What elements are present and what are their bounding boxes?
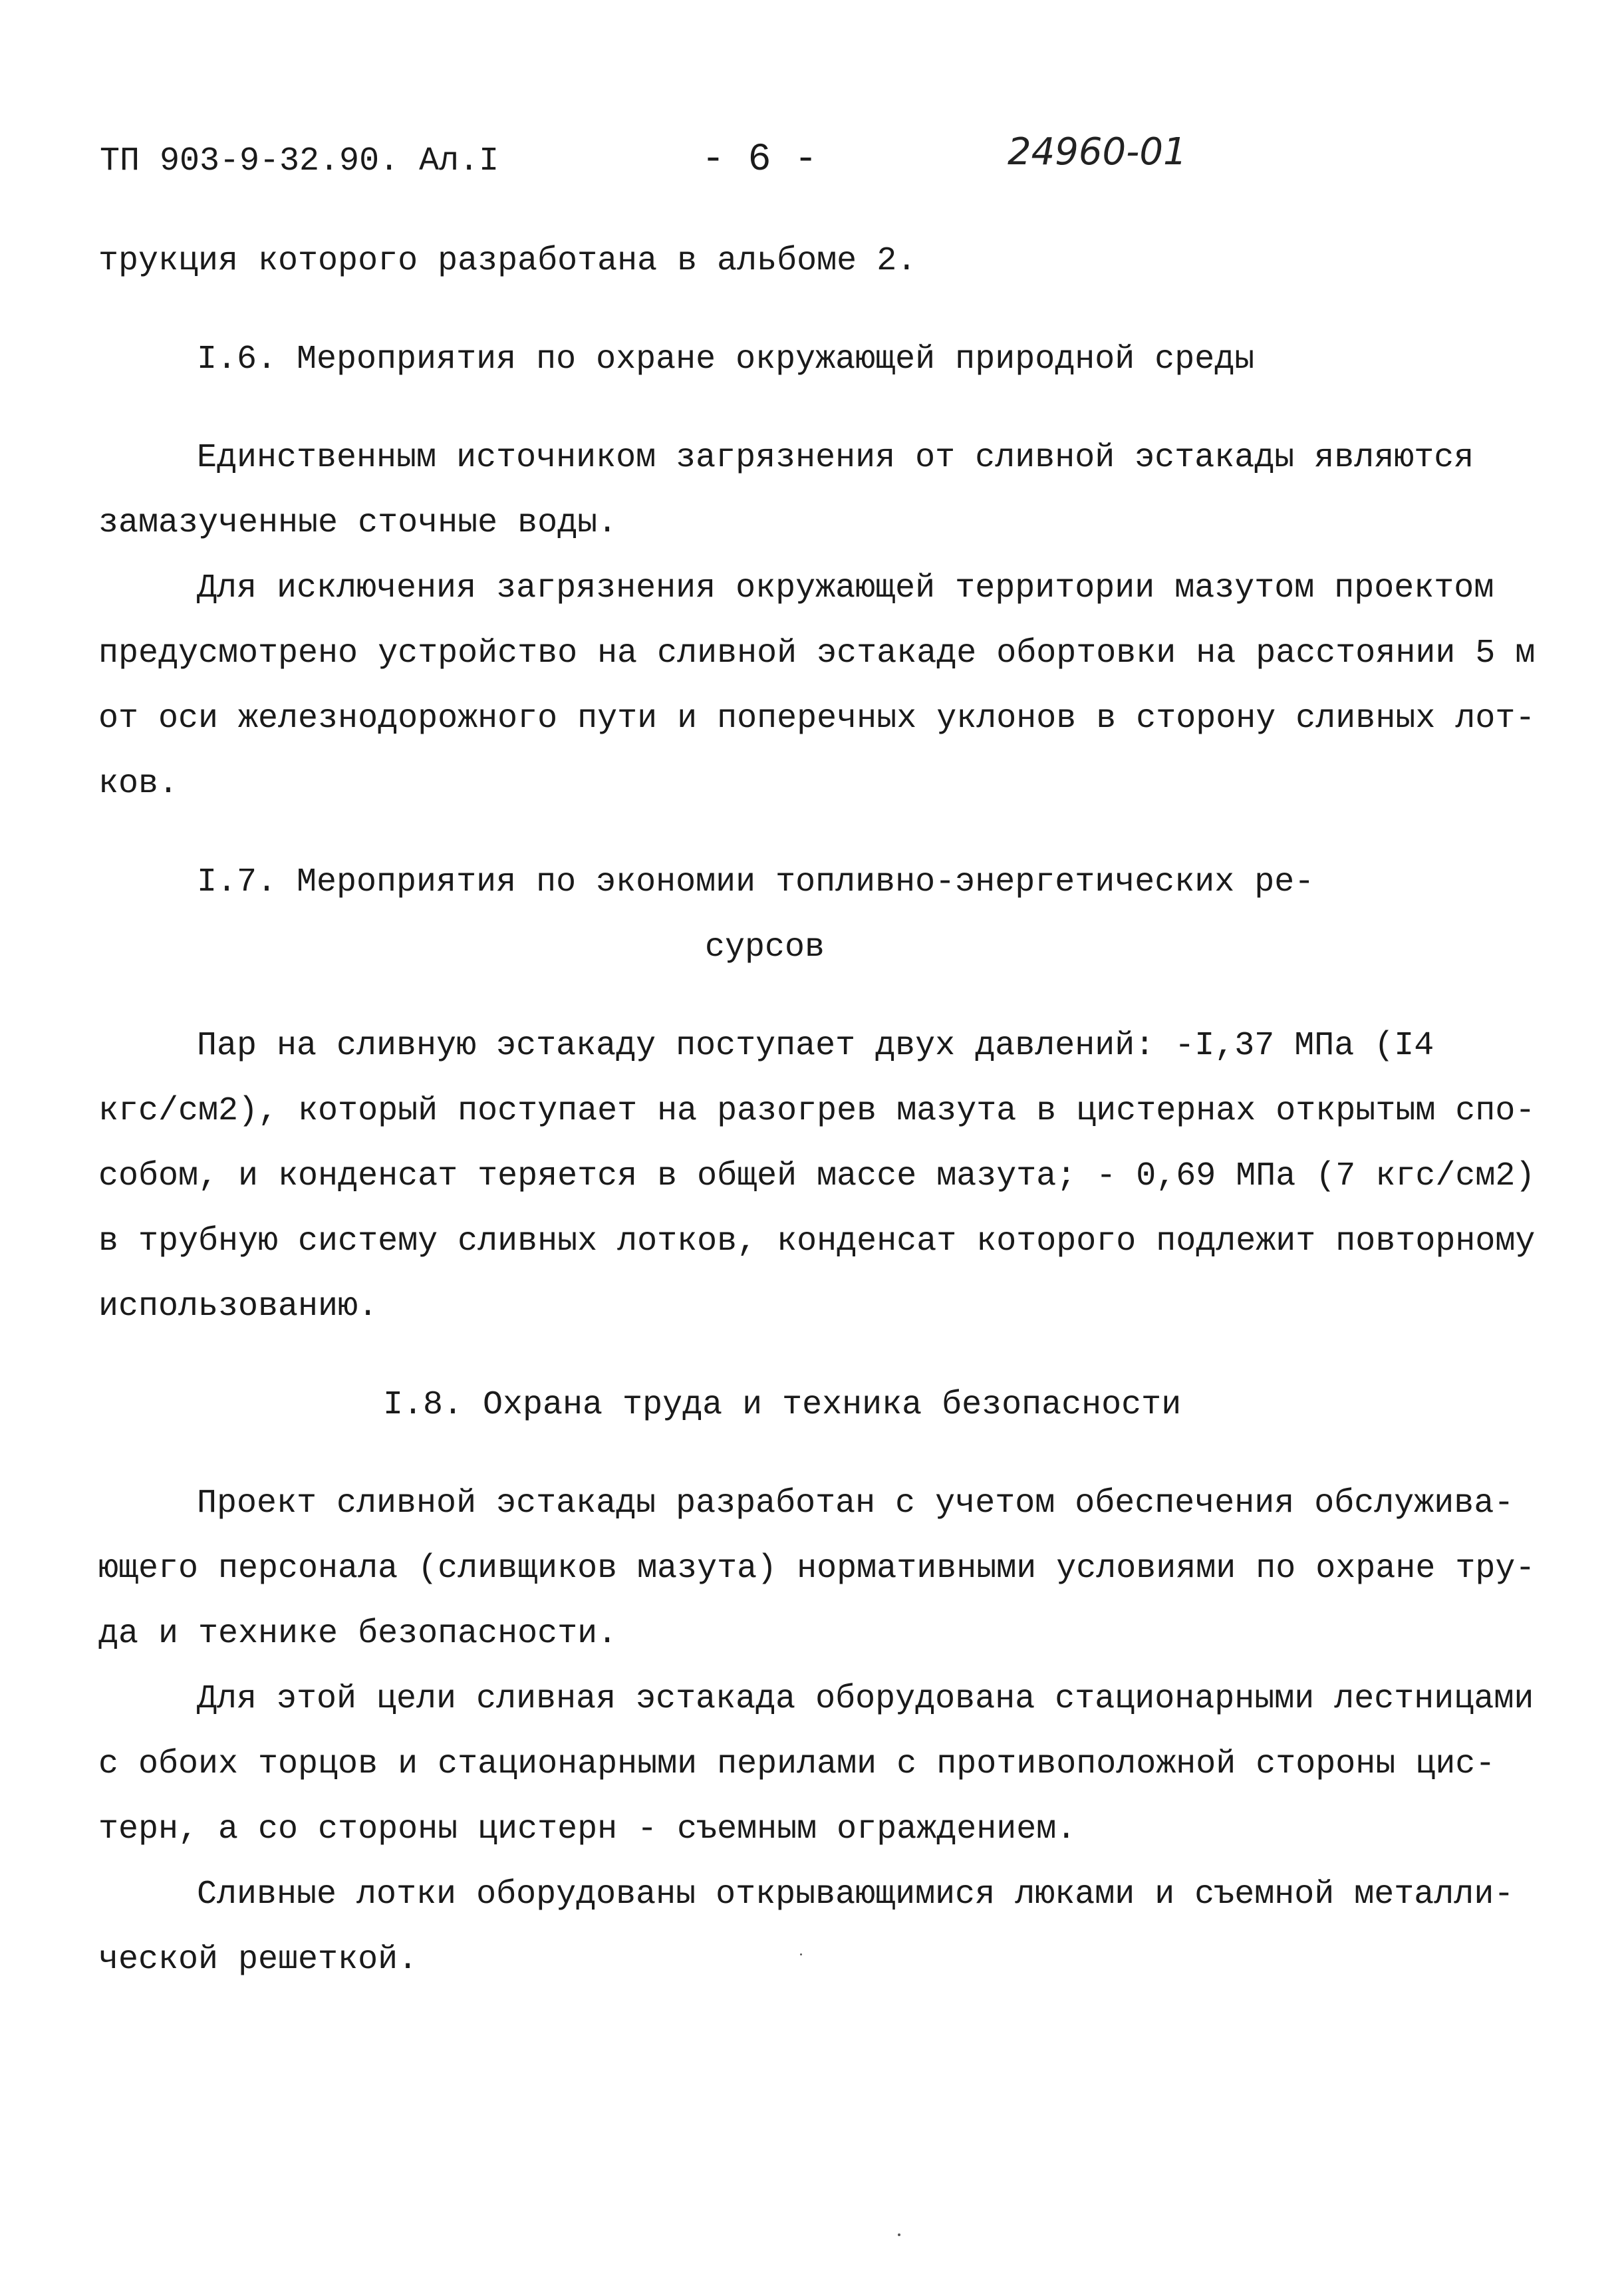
section-heading-1-6: I.6. Мероприятия по охране окружающей природной среды [197, 341, 1255, 378]
section-heading-1-7: I.7. Мероприятия по экономии топливно-энергетических ре- [197, 863, 1315, 901]
text-line: Сливные лотки оборудованы открывающимися люками и съемной металли- [197, 1876, 1514, 1914]
text-line: ческой решеткой. [98, 1941, 418, 1979]
text-line: Пар на сливную эстакаду поступает двух давлений: -I,37 МПа (I4 [197, 1027, 1434, 1065]
section-heading-1-8: I.8. Охрана труда и техника безопасности [383, 1386, 1182, 1424]
scan-speck [898, 2233, 900, 2236]
document-code: ТП 903-9-32.90. Ал.I [100, 142, 499, 180]
text-line: кгс/см2), который поступает на разогрев мазута в цистернах открытым спо- [98, 1092, 1536, 1130]
text-line: собом, и конденсат теряется в общей массе мазута; - 0,69 МПа (7 кгс/см2) [98, 1157, 1536, 1195]
text-line: замазученные сточные воды. [98, 504, 618, 542]
text-line: Для исключения загрязнения окружающей территории мазутом проектом [197, 569, 1494, 607]
text-line: предусмотрено устройство на сливной эстакаде обортовки на расстоянии 5 м [98, 635, 1536, 672]
text-line: ющего персонала (сливщиков мазута) нормативными условиями по охране тру- [98, 1550, 1536, 1588]
text-line: использованию. [98, 1288, 378, 1326]
text-line: да и технике безопасности. [98, 1615, 618, 1653]
text-line: в трубную систему сливных лотков, конденсат которого подлежит повторному [98, 1222, 1536, 1260]
text-line: Единственным источником загрязнения от сливной эстакады являются [197, 439, 1474, 477]
text-line: Для этой цели сливная эстакада оборудована стационарными лестницами [197, 1680, 1534, 1718]
text-line: Проект сливной эстакады разработан с учетом обеспечения обслужива- [197, 1485, 1514, 1522]
text-line: ков. [98, 765, 179, 803]
text-line: терн, а со стороны цистерн - съемным ограждением. [98, 1810, 1077, 1848]
text-line: с обоих торцов и стационарными перилами с противоположной стороны цис- [98, 1745, 1496, 1783]
page-number: - 6 - [702, 138, 818, 182]
scan-speck [800, 1953, 802, 1955]
text-line: от оси железнодорожного пути и поперечных уклонов в сторону сливных лот- [98, 700, 1536, 738]
handwritten-number: 24960-01 [1008, 130, 1187, 174]
text-line: трукция которого разработана в альбоме 2. [98, 242, 917, 280]
section-heading-1-7-continued: сурсов [705, 929, 825, 966]
